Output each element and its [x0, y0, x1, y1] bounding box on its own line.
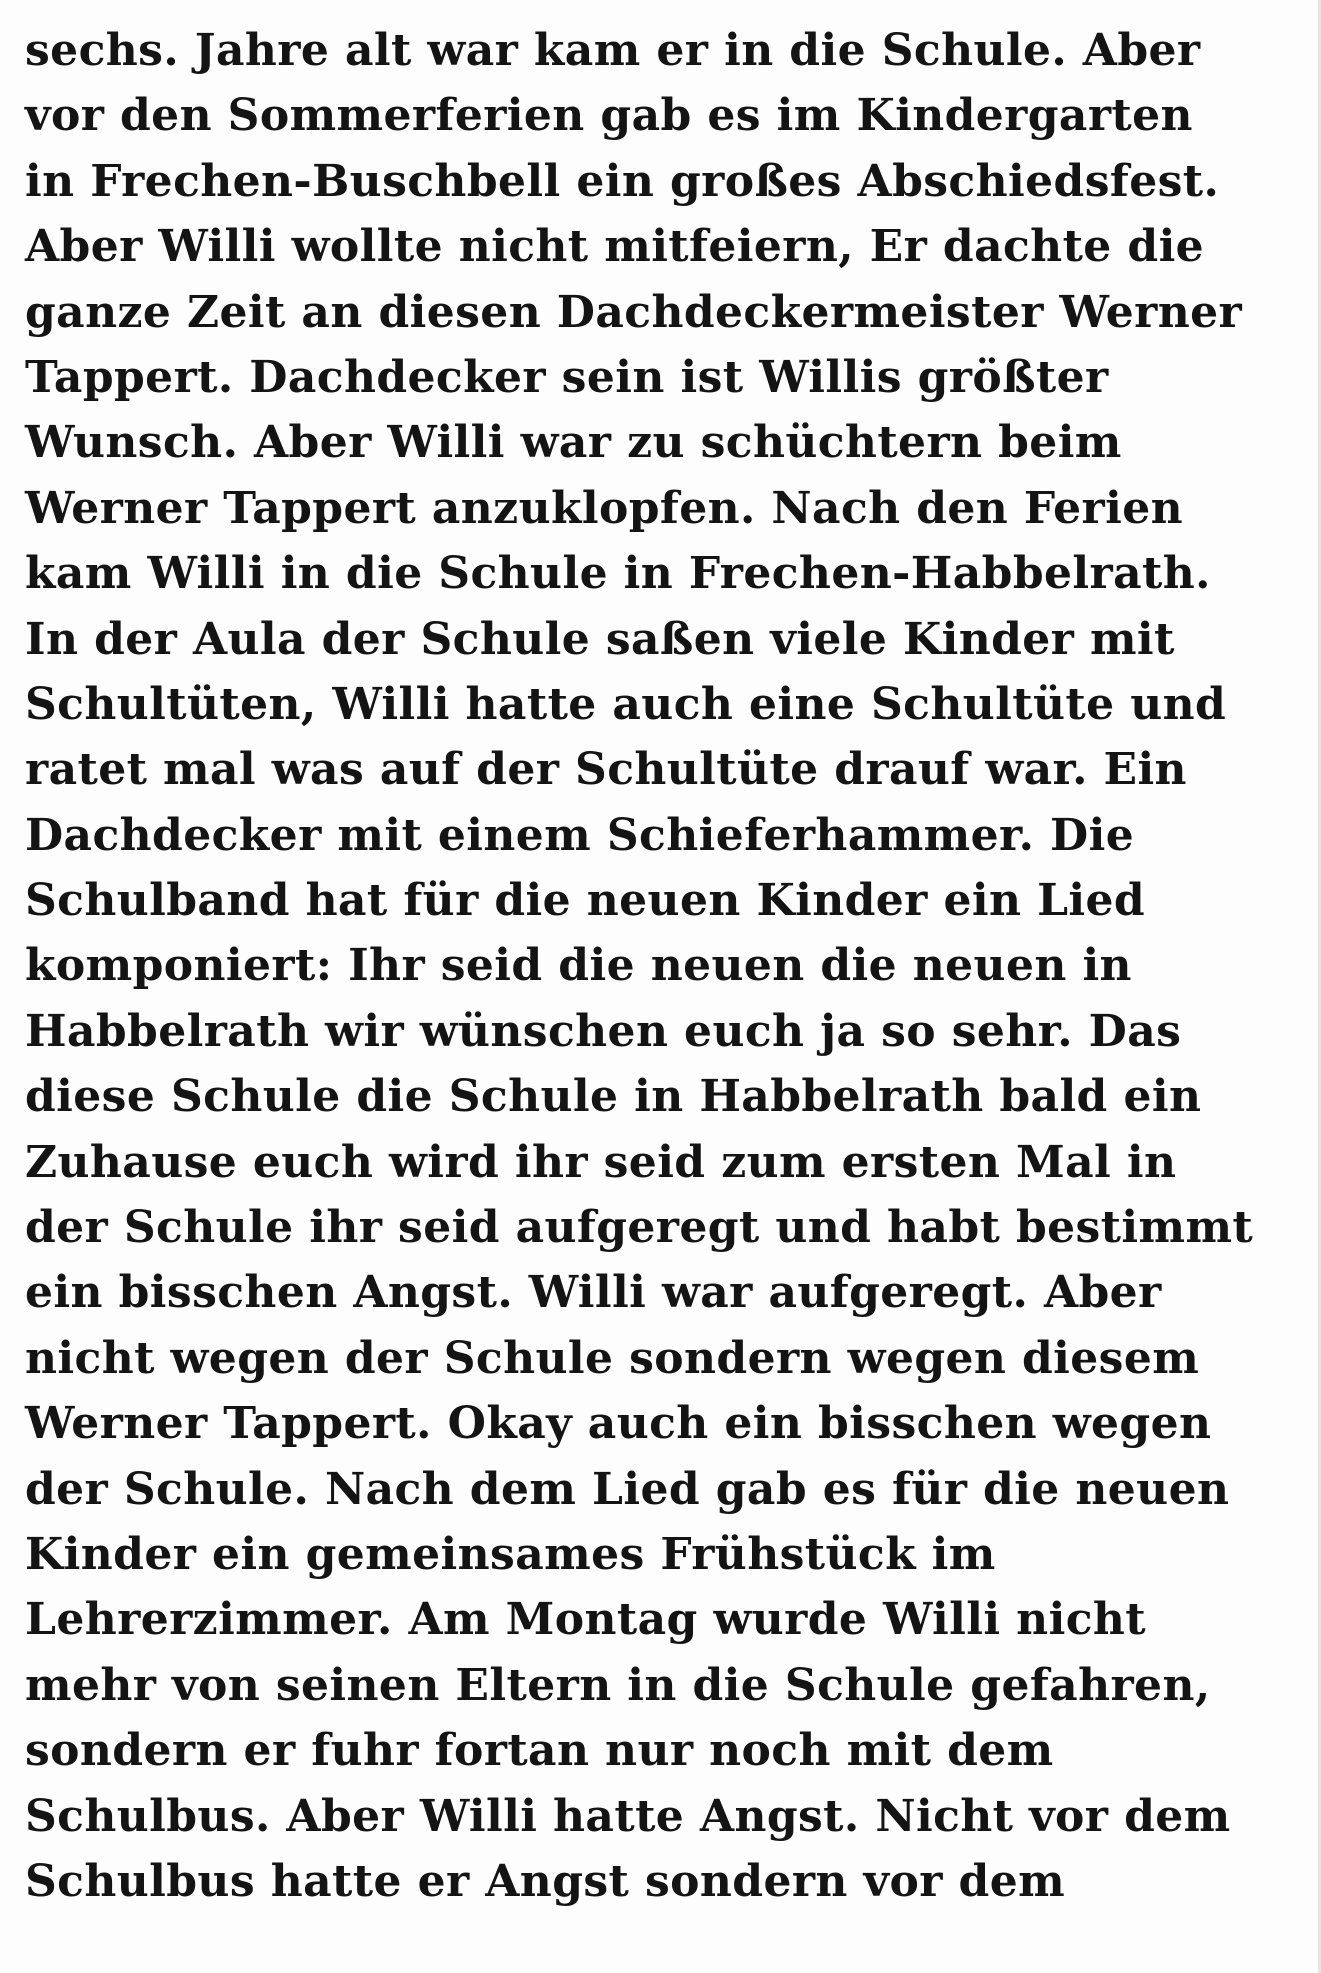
text-line-19: der Schule ihr seid aufgeregt und habt bestimmt [25, 1202, 1254, 1254]
text-line-20: ein bisschen Angst. Willi war aufgeregt. Aber [25, 1267, 1162, 1319]
text-line-25: Lehrerzimmer. Am Montag wurde Willi nicht [25, 1594, 1146, 1646]
text-line-3: in Frechen-Buschbell ein großes Abschiedsfest. [25, 155, 1220, 207]
text-line-23: der Schule. Nach dem Lied gab es für die neuen [25, 1463, 1230, 1515]
text-line-29: Schulbus hatte er Angst sondern vor dem [25, 1855, 1066, 1907]
text-line-13: Dachdecker mit einem Schieferhammer. Die [25, 809, 1135, 861]
text-line-5: ganze Zeit an diesen Dachdeckermeister Werner [25, 286, 1243, 338]
text-line-8: Werner Tappert anzuklopfen. Nach den Ferien [25, 482, 1184, 534]
story-text [25, 18, 1305, 1914]
text-line-1: sechs. Jahre alt war kam er in die Schule. Aber [25, 25, 1201, 76]
text-line-2: vor den Sommerferien gab es im Kindergarten [25, 90, 1193, 142]
text-line-11: Schultüten, Willi hatte auch eine Schultüte und [25, 678, 1227, 730]
text-line-12: ratet mal was auf der Schultüte drauf war. Ein [25, 744, 1187, 796]
text-line-9: kam Willi in die Schule in Frechen-Habbelrath. [25, 548, 1211, 600]
text-line-24: Kinder ein gemeinsames Frühstück im [25, 1528, 996, 1580]
text-line-17: diese Schule die Schule in Habbelrath bald ein [25, 1071, 1202, 1123]
text-line-18: Zuhause euch wird ihr seid zum ersten Mal in [25, 1136, 1177, 1188]
text-line-14: Schulband hat für die neuen Kinder ein Lied [25, 875, 1146, 927]
text-line-4: Aber Willi wollte nicht mitfeiern, Er dachte die [25, 221, 1205, 273]
text-line-27: sondern er fuhr fortan nur noch mit dem [25, 1725, 1054, 1777]
text-line-10: In der Aula der Schule saßen viele Kinder mit [25, 613, 1175, 665]
text-line-7: Wunsch. Aber Willi war zu schüchtern beim [25, 417, 1122, 469]
text-line-6: Tappert. Dachdecker sein ist Willis größter [25, 351, 1109, 403]
text-line-16: Habbelrath wir wünschen euch ja so sehr. Das [25, 1005, 1182, 1057]
text-line-28: Schulbus. Aber Willi hatte Angst. Nicht vor dem [25, 1790, 1231, 1842]
text-line-15: komponiert: Ihr seid die neuen die neuen in [25, 940, 1132, 992]
text-line-22: Werner Tappert. Okay auch ein bisschen wegen [25, 1398, 1212, 1450]
text-line-21: nicht wegen der Schule sondern wegen diesem [25, 1332, 1200, 1384]
text-line-26: mehr von seinen Eltern in die Schule gefahren, [25, 1659, 1211, 1711]
